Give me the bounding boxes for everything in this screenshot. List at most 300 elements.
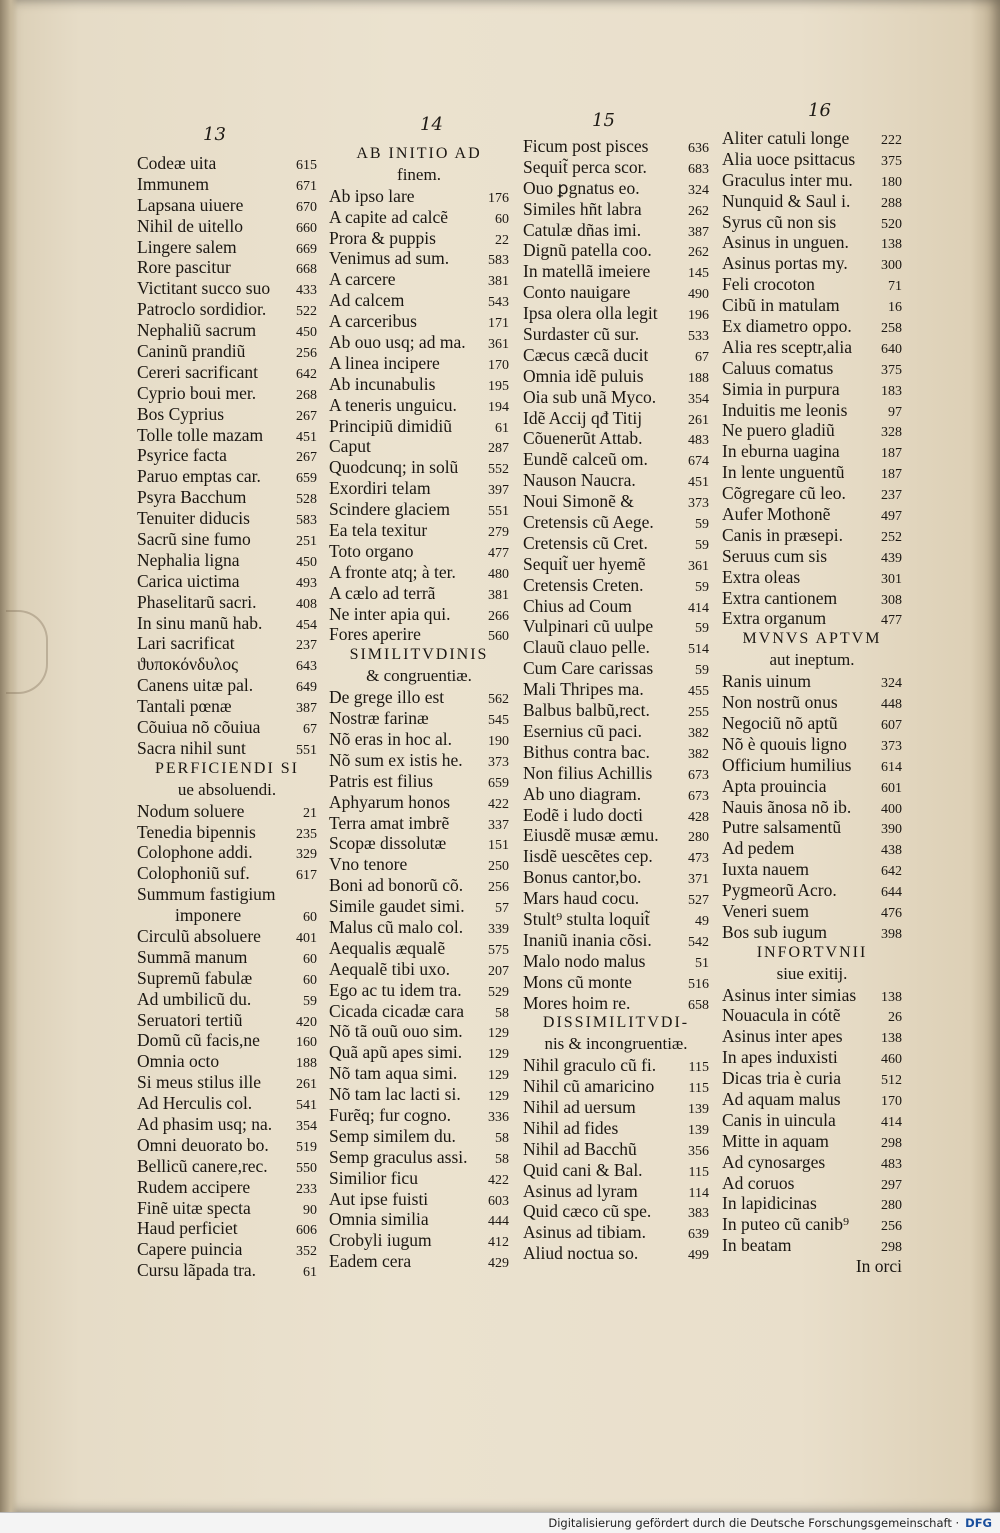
entry-number: 529 (488, 984, 509, 1000)
index-entry (329, 332, 509, 353)
entry-number: 256 (881, 1219, 902, 1235)
index-entry (137, 1093, 317, 1114)
entry-number: 57 (495, 901, 509, 917)
entry-number: 288 (881, 195, 902, 211)
index-column-1 (137, 153, 317, 1281)
entry-text: Nephaliũ sacrum (137, 320, 257, 341)
entry-text: Cõuenerũt Attab. (523, 428, 643, 449)
index-entry (722, 985, 902, 1006)
index-column-3 (523, 136, 709, 1264)
index-entry (523, 387, 709, 408)
entry-number: 279 (488, 525, 509, 541)
index-entry (137, 299, 317, 320)
entry-text: DISSIMILITVDI- (542, 1014, 690, 1032)
index-entry (329, 854, 509, 875)
entry-number: 129 (488, 1089, 509, 1105)
entry-number: 670 (296, 199, 317, 215)
index-entry (137, 341, 317, 362)
entry-number: 261 (296, 1077, 317, 1093)
index-entry (523, 157, 709, 178)
section-subheading (523, 1034, 709, 1055)
entry-number: 583 (296, 513, 317, 529)
entry-number: 669 (296, 241, 317, 257)
entry-text: Ad aquam malus (722, 1088, 841, 1109)
entry-text: Psyrice facta (137, 445, 227, 466)
index-entry (722, 692, 902, 713)
entry-number: 170 (488, 357, 509, 373)
page-number-15: 15 (592, 110, 615, 131)
entry-number: 683 (688, 161, 709, 177)
entry-number: 352 (296, 1244, 317, 1260)
index-entry (523, 366, 709, 387)
entry-text: Seruus cum sis (722, 545, 827, 566)
entry-text: Sequit̃ perca scor. (523, 156, 647, 177)
entry-text: PERFICIENDI SI (154, 759, 299, 777)
index-entry (722, 797, 902, 818)
entry-text: In sinu manũ hab. (137, 612, 263, 633)
entry-number: 398 (881, 926, 902, 942)
entry-text: Similes hñt labra (523, 198, 642, 219)
entry-text: imponere (175, 905, 242, 926)
entry-number: 673 (688, 767, 709, 783)
entry-number: 129 (488, 1026, 509, 1042)
index-entry (137, 487, 317, 508)
index-entry (523, 1201, 709, 1222)
entry-text: In matellã imeiere (523, 261, 651, 282)
entry-text: Boni ad bonorũ cõ. (329, 875, 464, 896)
index-entry (523, 721, 709, 742)
entry-text: Mores hoim re. (523, 992, 631, 1013)
index-entry (137, 278, 317, 299)
entry-text: Stult⁹ stulta loquit̃ (523, 908, 650, 929)
entry-number: 499 (688, 1248, 709, 1264)
entry-text: Prora & puppis (329, 227, 436, 248)
entry-number: 298 (881, 1135, 902, 1151)
index-entry (722, 483, 902, 504)
entry-text: Balbus balbũ,rect. (523, 700, 650, 721)
entry-number: 115 (688, 1164, 709, 1180)
index-entry (137, 738, 317, 759)
entry-number: 301 (881, 571, 902, 587)
index-entry (523, 700, 709, 721)
index-entry (137, 633, 317, 654)
index-entry (137, 905, 317, 926)
index-entry (523, 428, 709, 449)
entry-text: Eodẽ i ludo docti (523, 804, 644, 825)
entry-text: Veneri suem (722, 900, 809, 921)
entry-text: Ab uno diagram. (523, 783, 642, 804)
entry-text: Apta prouincia (722, 775, 827, 796)
entry-text: Ab incunabulis (329, 373, 436, 394)
entry-text: Aequalẽ tibi uxo. (329, 958, 451, 979)
index-entry (137, 1198, 317, 1219)
index-entry (523, 596, 709, 617)
entry-text: Domũ cũ facis,ne (137, 1030, 260, 1051)
entry-text: Lingere salem (137, 236, 237, 257)
index-entry (137, 195, 317, 216)
index-entry (329, 938, 509, 959)
index-entry (329, 750, 509, 771)
index-entry (523, 282, 709, 303)
entry-text: Nauson Naucra. (523, 470, 636, 491)
index-entry (523, 199, 709, 220)
index-entry (722, 901, 902, 922)
entry-text: A teneris unguicu. (329, 394, 457, 415)
index-entry (329, 228, 509, 249)
entry-number: 280 (688, 830, 709, 846)
entry-number: 26 (888, 1010, 902, 1026)
entry-text: Paruo emptas car. (137, 466, 261, 487)
entry-text: Graculus inter mu. (722, 169, 853, 190)
index-entry (722, 608, 902, 629)
index-entry (523, 449, 709, 470)
entry-text: Patroclo sordidior. (137, 299, 267, 320)
entry-number: 659 (488, 775, 509, 791)
index-entry (329, 1230, 509, 1251)
entry-number: 145 (688, 266, 709, 282)
index-entry (137, 1051, 317, 1072)
index-entry (137, 508, 317, 529)
index-entry (329, 896, 509, 917)
index-entry (523, 909, 709, 930)
entry-number: 642 (881, 864, 902, 880)
section-heading (137, 759, 317, 780)
entry-text: Omni deuorato bo. (137, 1134, 269, 1155)
clasp-mark (6, 610, 48, 694)
entry-number: 115 (688, 1060, 709, 1076)
entry-text: Nouacula in cótẽ (722, 1005, 841, 1026)
entry-number: 533 (688, 329, 709, 345)
index-entry (523, 1118, 709, 1139)
index-entry (329, 1042, 509, 1063)
entry-text: Asinus ad lyram (523, 1180, 638, 1201)
entry-number: 516 (688, 976, 709, 992)
index-entry (523, 1222, 709, 1243)
entry-number: 397 (488, 483, 509, 499)
index-entry (523, 1243, 709, 1264)
entry-number: 256 (488, 880, 509, 896)
index-entry (137, 550, 317, 571)
entry-number: 493 (296, 575, 317, 591)
entry-text: Nihil ad uersum (523, 1096, 636, 1117)
entry-text: In eburna uagina (722, 441, 840, 462)
entry-number: 644 (881, 885, 902, 901)
entry-number: 59 (695, 517, 709, 533)
section-subheading (329, 666, 509, 687)
index-entry (329, 353, 509, 374)
index-entry (523, 658, 709, 679)
entry-number: 422 (488, 796, 509, 812)
index-entry (722, 817, 902, 838)
entry-number: 642 (296, 366, 317, 382)
index-entry (329, 1021, 509, 1042)
entry-text: Supremũ fabulæ (137, 967, 253, 988)
index-entry (722, 295, 902, 316)
entry-text: Tolle tolle mazam (137, 424, 264, 445)
entry-text: Canis in uincula (722, 1109, 836, 1130)
entry-number: 262 (688, 203, 709, 219)
index-entry (329, 980, 509, 1001)
index-entry (722, 1089, 902, 1110)
entry-number: 59 (695, 537, 709, 553)
entry-number: 477 (881, 613, 902, 629)
entry-number: 381 (488, 274, 509, 290)
index-entry (722, 838, 902, 859)
entry-text: Fores aperire (329, 624, 421, 645)
section-subheading (329, 165, 509, 186)
index-entry (722, 462, 902, 483)
dfg-logo: DFG (965, 1516, 992, 1530)
entry-number: 356 (688, 1143, 709, 1159)
entry-text: Aufer Mothonẽ (722, 504, 831, 525)
entry-text: Cõgregare cũ leo. (722, 483, 846, 504)
index-entry (137, 1135, 317, 1156)
entry-number: 160 (296, 1035, 317, 1051)
entry-text: Idẽ Accij qđ Titij (523, 407, 643, 428)
entry-number: 21 (303, 805, 317, 821)
entry-number: 237 (881, 488, 902, 504)
index-entry (722, 1173, 902, 1194)
entry-text: Vno tenore (329, 854, 408, 875)
entry-text: Malus cũ malo col. (329, 916, 464, 937)
entry-text: MVNVS APTVM (742, 630, 882, 648)
index-entry (722, 1005, 902, 1026)
entry-text: De grege illo est (329, 687, 445, 708)
entry-text: Induitis me leonis (722, 399, 848, 420)
index-entry (329, 457, 509, 478)
entry-number: 643 (296, 659, 317, 675)
entry-text: In orci (855, 1256, 902, 1277)
index-entry (329, 583, 509, 604)
index-entry (137, 174, 317, 195)
entry-text: Cretensis cũ Cret. (523, 532, 648, 553)
index-entry (722, 1047, 902, 1068)
entry-text: Ad calcem (329, 290, 405, 311)
entry-number: 129 (488, 1047, 509, 1063)
index-entry (137, 822, 317, 843)
entry-text: Inaniũ inania cõsi. (523, 929, 652, 950)
index-entry (722, 441, 902, 462)
index-entry (137, 425, 317, 446)
index-entry (722, 671, 902, 692)
entry-number: 138 (881, 237, 902, 253)
entry-text: Eadem cera (329, 1251, 412, 1272)
entry-number: 454 (296, 617, 317, 633)
entry-number: 527 (688, 893, 709, 909)
entry-number: 138 (881, 989, 902, 1005)
entry-number: 575 (488, 942, 509, 958)
index-entry (523, 1055, 709, 1076)
entry-text: Cum Care carissas (523, 658, 654, 679)
index-entry (722, 1152, 902, 1173)
entry-number: 267 (296, 450, 317, 466)
entry-text: Dignũ patella coo. (523, 240, 652, 261)
entry-number: 541 (296, 1098, 317, 1114)
entry-number: 176 (488, 190, 509, 206)
entry-number: 354 (688, 391, 709, 407)
index-entry (523, 512, 709, 533)
entry-text: ϑυποκόνδυλος (137, 654, 239, 675)
index-entry (137, 675, 317, 696)
index-entry (329, 520, 509, 541)
index-entry (329, 562, 509, 583)
entry-text: & congruentiæ. (366, 666, 472, 686)
index-entry (137, 947, 317, 968)
index-entry (329, 771, 509, 792)
index-entry (523, 867, 709, 888)
index-entry (722, 588, 902, 609)
entry-number: 387 (688, 224, 709, 240)
entry-text: A fronte atq; à ter. (329, 561, 456, 582)
entry-number: 60 (495, 211, 509, 227)
entry-number: 298 (881, 1240, 902, 1256)
entry-text: Mars haud cocu. (523, 888, 640, 909)
entry-text: Exordiri telam (329, 478, 431, 499)
entry-text: Ipsa olera olla legit (523, 303, 658, 324)
index-entry (329, 1147, 509, 1168)
entry-text: Cicada cicadæ cara (329, 1000, 465, 1021)
entry-number: 497 (881, 509, 902, 525)
entry-text: Caput (329, 436, 371, 457)
entry-number: 483 (688, 433, 709, 449)
entry-number: 382 (688, 725, 709, 741)
entry-text: Mons cũ monte (523, 971, 632, 992)
entry-number: 601 (881, 780, 902, 796)
index-entry (137, 696, 317, 717)
entry-text: Ficum post pisces (523, 136, 649, 156)
entry-number: 617 (296, 868, 317, 884)
index-entry (329, 833, 509, 854)
entry-text: Ad phasim usq; na. (137, 1113, 273, 1134)
index-entry (523, 554, 709, 575)
index-entry (722, 504, 902, 525)
entry-text: Eiusdẽ musæ æmu. (523, 825, 659, 846)
entry-text: Immunem (137, 173, 209, 194)
entry-number: 300 (881, 258, 902, 274)
entry-text: Feli crocoton (722, 274, 815, 295)
entry-text: Ad pedem (722, 838, 795, 859)
entry-text: Nauis ãnosa nõ ib. (722, 796, 852, 817)
entry-number: 603 (488, 1193, 509, 1209)
entry-number: 251 (296, 534, 317, 550)
entry-number: 297 (881, 1177, 902, 1193)
index-entry (137, 529, 317, 550)
entry-number: 387 (296, 701, 317, 717)
entry-number: 583 (488, 253, 509, 269)
entry-number: 490 (688, 287, 709, 303)
entry-text: Lapsana uiuere (137, 194, 244, 215)
page-number-16: 16 (808, 100, 831, 121)
index-entry (137, 1177, 317, 1198)
index-entry (523, 491, 709, 512)
entry-text: Sacrũ sine fumo (137, 529, 251, 550)
entry-number: 261 (688, 412, 709, 428)
section-heading (329, 645, 509, 666)
entry-text: Nodum soluere (137, 800, 245, 821)
entry-text: In puteo cũ canib⁹ (722, 1214, 850, 1235)
entry-number: 373 (881, 738, 902, 754)
entry-number: 542 (688, 934, 709, 950)
index-entry (523, 261, 709, 282)
index-entry (137, 1030, 317, 1051)
index-entry (722, 546, 902, 567)
entry-text: Negociũ nõ aptũ (722, 712, 838, 733)
entry-number: 58 (495, 1151, 509, 1167)
entry-text: Si meus stilus ille (137, 1072, 261, 1093)
index-entry (329, 792, 509, 813)
entry-number: 390 (881, 822, 902, 838)
entry-text: Quã apũ apes simi. (329, 1042, 463, 1063)
index-entry (523, 637, 709, 658)
entry-text: ue absoluendi. (177, 779, 277, 799)
index-entry (722, 1026, 902, 1047)
entry-number: 375 (881, 153, 902, 169)
entry-number: 674 (688, 454, 709, 470)
entry-number: 422 (488, 1172, 509, 1188)
entry-text: Psyra Bacchum (137, 487, 247, 508)
entry-text: A capite ad calcẽ (329, 206, 449, 227)
entry-text: Malo nodo malus (523, 950, 646, 971)
entry-text: Canis in præsepi. (722, 524, 844, 545)
entry-number: 188 (688, 370, 709, 386)
entry-text: Bellicũ canere,rec. (137, 1155, 268, 1176)
entry-number: 354 (296, 1118, 317, 1134)
entry-text: Tenedia bipennis (137, 821, 256, 842)
entry-text: Summã manum (137, 946, 248, 967)
index-entry (329, 478, 509, 499)
index-entry (523, 825, 709, 846)
entry-text: Aequalis æqualẽ (329, 937, 446, 958)
entry-number: 58 (495, 1005, 509, 1021)
entry-number: 412 (488, 1235, 509, 1251)
entry-text: Caluus comatus (722, 357, 834, 378)
entry-text: Iuxta nauem (722, 859, 809, 880)
entry-text: Toto organo (329, 540, 414, 561)
entry-number: 97 (888, 404, 902, 420)
index-entry (722, 1068, 902, 1089)
section-heading (523, 1013, 709, 1034)
entry-text: Colophoniũ suf. (137, 863, 250, 884)
index-entry (523, 220, 709, 241)
entry-number: 528 (296, 492, 317, 508)
index-entry (137, 1156, 317, 1177)
entry-number: 551 (296, 742, 317, 758)
entry-number: 171 (488, 316, 509, 332)
entry-text: Iisdẽ uescẽtes cep. (523, 846, 653, 867)
section-heading (722, 629, 902, 650)
index-entry (137, 571, 317, 592)
entry-text: Ego ac tu idem tra. (329, 979, 462, 1000)
entry-number: 115 (688, 1081, 709, 1097)
entry-text: Cyprio boui mer. (137, 382, 257, 403)
index-entry (722, 337, 902, 358)
index-entry (137, 1072, 317, 1093)
entry-number: 429 (488, 1256, 509, 1272)
index-entry (137, 153, 317, 174)
entry-number: 336 (488, 1109, 509, 1125)
entry-text: Nephalia ligna (137, 549, 240, 570)
index-entry (722, 400, 902, 421)
index-entry (722, 776, 902, 797)
index-entry (137, 237, 317, 258)
index-entry (329, 1209, 509, 1230)
index-entry (722, 734, 902, 755)
entry-text: Cõuiua nõ cõuiua (137, 717, 261, 738)
index-entry (722, 212, 902, 233)
index-entry (329, 248, 509, 269)
index-entry (722, 232, 902, 253)
entry-text: Mitte in aquam (722, 1130, 829, 1151)
